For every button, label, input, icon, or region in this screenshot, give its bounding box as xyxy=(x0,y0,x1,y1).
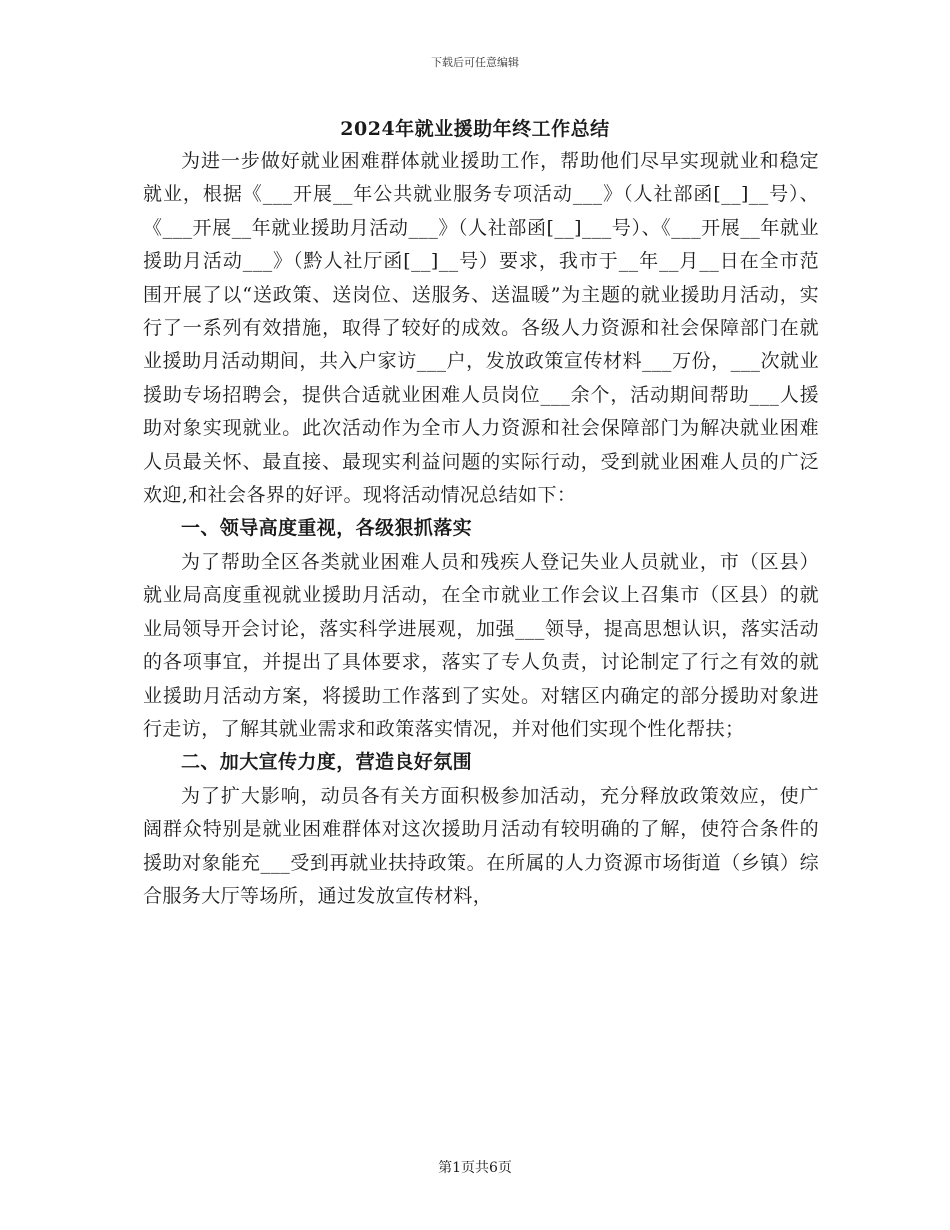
section-2-heading: 二、加大宣传力度，营造良好氛围 xyxy=(181,751,473,774)
intro-paragraph: 为进一步做好就业困难群体就业援助工作，帮助他们尽早实现就业和稳定就业，根据《___开展__年公共就业服务专项活动___》（人社部函[__]__号）、《___开展__年就业援助月活动___》（人社部函[__]___号）、《___开展__年就业援助月活动___》（黔人社厅函[__]__号）要求，我市于__年__月__日在全市范围开展了以“送政策、送岗位、送服务、送温暖”为主题的就业援助月活动，实行了一系列有效措施，取得了较好的成效。各级人力资源和社会保障部门在就业援助月活动期间，共入户家访___户，发放政策宣传材料___万份，___次就业援助专场招聘会，提供合适就业困难人员岗位___余个，活动期间帮助___人援助对象实现就业。此次活动作为全市人力资源和社会保障部门为解决就业困难人员最关怀、最直接、最现实利益问题的实际行动，受到就业困难人员的广泛欢迎,和社会各界的好评。现将活动情况总结如下： xyxy=(143,150,819,507)
document-title: 2024年就业援助年终工作总结 xyxy=(340,118,610,140)
page-header-note: 下载后可任意编辑 xyxy=(431,56,519,69)
document-body xyxy=(143,145,819,913)
section-2-paragraph: 为了扩大影响，动员各有关方面积极参加活动，充分释放政策效应，使广阔群众特别是就业困难群体对这次援助月活动有较明确的了解，使符合条件的援助对象能充___受到再就业扶持政策。在所属的人力资源市场街道（乡镇）综合服务大厅等场所，通过发放宣传材料， xyxy=(143,784,819,907)
page-number: 第1页共6页 xyxy=(438,1160,512,1176)
section-1-heading: 一、领导高度重视，各级狠抓落实 xyxy=(181,517,473,540)
section-1-paragraph: 为了帮助全区各类就业困难人员和残疾人登记失业人员就业，市（区县）就业局高度重视就业援助月活动，在全市就业工作会议上召集市（区县）的就业局领导开会讨论，落实科学进展观，加强___领导，提高思想认识，落实活动的各项事宜，并提出了具体要求，落实了专人负责，讨论制定了行之有效的就业援助月活动方案，将援助工作落到了实处。对辖区内确定的部分援助对象进行走访，了解其就业需求和政策落实情况，并对他们实现个性化帮扶； xyxy=(143,550,819,740)
